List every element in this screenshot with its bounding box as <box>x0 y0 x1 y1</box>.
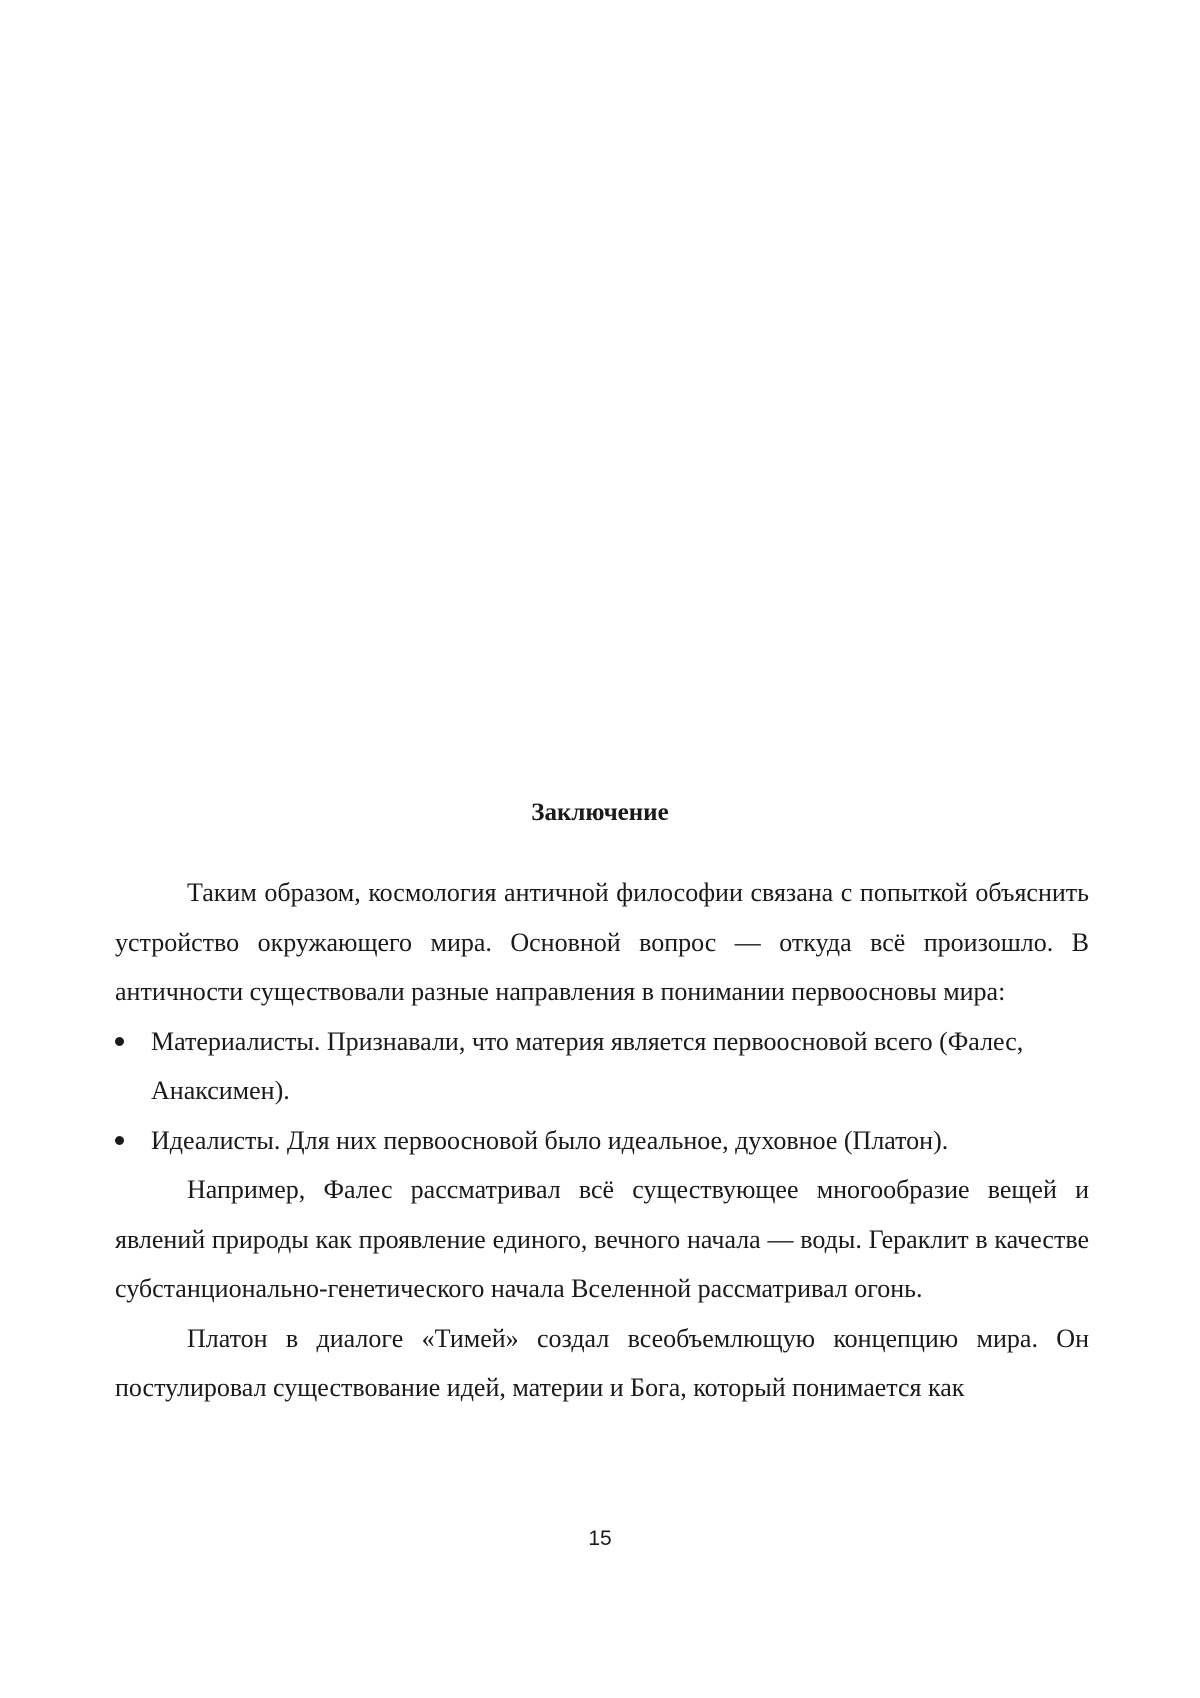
bullet-item-idealists <box>115 1116 1089 1166</box>
bullet-dot-icon <box>115 1037 124 1046</box>
bullet-list <box>115 1017 1089 1166</box>
section-heading: Заключение <box>531 799 669 826</box>
body-text <box>115 868 1089 1413</box>
paragraph-thales: Например, Фалес рассматривал всё существующее многообразие вещей и явлений природы как проявление единого, вечного начала — воды. Гераклит в качестве субстанционально-генетического начала Вселенной рассматривал огонь. <box>115 1175 1089 1303</box>
bullet-text: Материалисты. Признавали, что материя является первоосновой всего (Фалес, Анаксимен). <box>151 1026 1024 1105</box>
bullet-text: Идеалисты. Для них первоосновой было идеальное, духовное (Платон). <box>151 1125 949 1155</box>
bullet-dot-icon <box>115 1136 124 1145</box>
intro-paragraph: Таким образом, космология античной философии связана с попыткой объяснить устройство окружающего мира. Основной вопрос — откуда всё произошло. В античности существовали разные направления в понимании первоосновы мира: <box>115 878 1089 1006</box>
page-number: 15 <box>588 1527 612 1550</box>
paragraph-plato: Платон в диалоге «Тимей» создал всеобъемлющую концепцию мира. Он постулировал существование идей, материи и Бога, который понимается как <box>115 1323 1089 1402</box>
bullet-item-materialists <box>115 1017 1089 1116</box>
